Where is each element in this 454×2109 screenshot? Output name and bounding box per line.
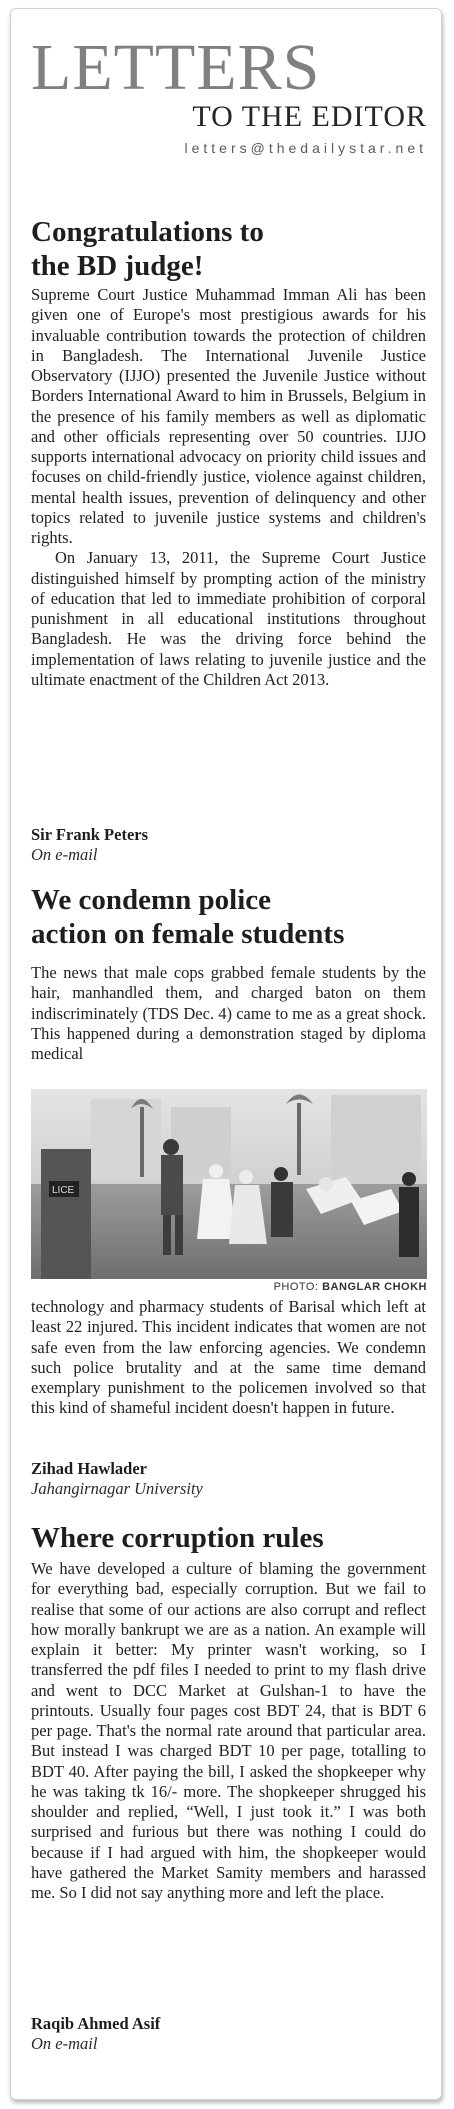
letter-2-affiliation: Jahangirnagar University [31,1479,203,1498]
letter-1-body [31,285,426,690]
letter-1-headline [31,215,426,283]
letter-1-headline-line2: the BD judge! [31,250,204,282]
svg-text:LICE: LICE [52,1185,75,1196]
letter-2-body-top [31,963,426,1064]
letter-3-paragraph: We have developed a culture of blaming the government for everything bad, especially corruption. But we fail to realise that some of our actions are also corrupt and reflect how morally bankrupt we are as a nation. An example will explain it better: My printer wasn't working, so I transferred the pdf files I needed to print to my flash drive and went to DCC Market at Gulshan-1 to have the printouts. Usually four pages cost BDT 24, that is BDT 6 per page. That's the normal rate around that particular area. But instead I was charged BDT 10 per page, totalling to BDT 40. After paying the bill, I asked the shopkeeper why he was taking tk 16/- more. The shopkeeper shrugged his shoulder and replied, “Well, I just took it.” I was both surprised and furious but there was nothing I could do because if I had argued with him, the shopkeeper would have gathered the Market Samity members and harassed me. So I did not say anything more and left the place. [31,1559,426,1902]
letter-2-headline-line1: We condemn police [31,884,272,916]
masthead-subtitle: TO THE EDITOR [192,100,427,133]
letter-1-paragraph-2: On January 13, 2011, the Supreme Court Justice distinguished himself by prompting action of the ministry of education that led to immediate prohibition of corporal punishment in all educational institutions throughout Bangladesh. He was the driving force behind the implementation of laws relating to juvenile justice and the ultimate enactment of the Children Act 2013. [31,548,426,689]
letter-1-affiliation: On e-mail [31,845,98,864]
letter-3-body [31,1559,426,1903]
letter-3-author: Raqib Ahmed Asif [31,2014,161,2033]
photo-credit-label: PHOTO: [273,1281,319,1293]
letter-3-affiliation: On e-mail [31,2034,98,2053]
letter-1-author: Sir Frank Peters [31,825,149,844]
photo-credit [274,1281,427,1293]
letter-2-author: Zihad Hawlader [31,1459,147,1478]
masthead [31,31,427,165]
letters-page [10,8,442,2100]
masthead-email: letters@thedailystar.net [184,140,427,156]
masthead-title: LETTERS [31,31,321,104]
protest-photo-illustration [31,1089,427,1279]
protest-photo [31,1089,427,1279]
letter-1-headline-line1: Congratulations to [31,216,264,248]
letter-2-paragraph-part2: technology and pharmacy students of Barisal which left at least 22 injured. This incident indicates that women are not safe even from the law enforcing agencies. We condemn such police brutality and at the same time demand exemplary punishment to the policemen involved so that this kind of shameful incident doesn't happen in future. [31,1297,426,1418]
letter-2-paragraph-part1: The news that male cops grabbed female students by the hair, manhandled them, and charged baton on them indiscriminately (TDS Dec. 4) came to me as a great shock. This happened during a demonstration staged by diploma medical [31,963,426,1063]
letter-3-headline: Where corruption rules [31,1522,324,1554]
letter-2-body-bottom [31,1297,426,1419]
letter-1-paragraph-1: Supreme Court Justice Muhammad Imman Ali has been given one of Europe's most prestigious awards for his invaluable contribution towards the protection of children in Bangladesh. The International Juvenile Justice Observatory (IJJO) presented the Juvenile Justice without Borders International Award to him in Brussels, Belgium in the presence of his family members as well as diplomatic and other officials representing over 50 countries. IJJO supports international advocacy on priority child issues and focuses on child-friendly justice, violence against children, mental health issues, prevention of delinquency and other topics related to juvenile justice systems and children's rights. [31,285,426,547]
letter-2-headline [31,883,426,951]
photo-credit-source: BANGLAR CHOKH [322,1281,427,1293]
letter-2-headline-line2: action on female students [31,918,345,950]
